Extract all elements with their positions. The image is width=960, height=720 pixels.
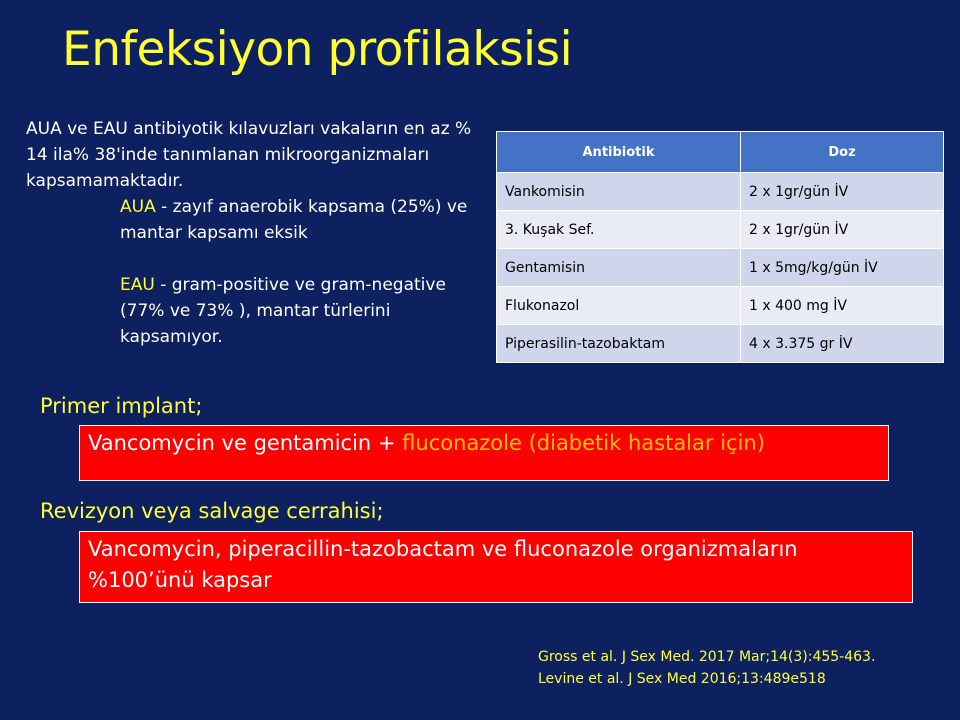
eau-label: EAU <box>120 275 155 295</box>
references <box>538 646 875 690</box>
eau-note <box>26 272 488 350</box>
aua-label: AUA <box>120 197 156 217</box>
cell-antibiotic: Gentamisin <box>497 249 741 287</box>
primary-implant-heading: Primer implant; <box>40 394 203 418</box>
table-header-row <box>497 132 944 173</box>
cell-dose: 2 x 1gr/gün İV <box>741 173 944 211</box>
cell-antibiotic: Piperasilin-tazobaktam <box>497 325 741 363</box>
table-row <box>497 173 944 211</box>
cell-antibiotic: 3. Kuşak Sef. <box>497 211 741 249</box>
cell-dose: 1 x 400 mg İV <box>741 287 944 325</box>
antibiotic-table <box>496 131 944 363</box>
primary-box-text: Vancomycin ve gentamicin + <box>88 431 403 455</box>
eau-text: - gram-positive ve gram-negative (77% ve 73% ), mantar türlerini kapsamıyor. <box>120 275 446 347</box>
slide-title: Enfeksiyon profilaksisi <box>62 22 573 77</box>
revision-heading: Revizyon veya salvage cerrahisi; <box>40 499 384 523</box>
intro-paragraph: AUA ve EAU antibiyotik kılavuzları vakaların en az % 14 ila% 38'inde tanımlanan mikroorganizmaları kapsamamaktadır. <box>26 119 472 191</box>
cell-dose: 2 x 1gr/gün İV <box>741 211 944 249</box>
aua-note <box>26 194 488 246</box>
cell-antibiotic: Flukonazol <box>497 287 741 325</box>
table-row <box>497 325 944 363</box>
header-antibiotic: Antibiotik <box>497 132 741 173</box>
primary-box-highlight: fluconazole (diabetik hastalar için) <box>402 431 765 455</box>
intro-text <box>26 116 488 350</box>
primary-implant-box <box>79 425 889 481</box>
cell-dose: 4 x 3.375 gr İV <box>741 325 944 363</box>
revision-box: Vancomycin, piperacillin-tazobactam ve fluconazole organizmaların %100’ünü kapsar <box>79 531 913 603</box>
table-row <box>497 211 944 249</box>
reference-item: Gross et al. J Sex Med. 2017 Mar;14(3):455-463. <box>538 649 876 665</box>
table-row <box>497 287 944 325</box>
cell-antibiotic: Vankomisin <box>497 173 741 211</box>
table-row <box>497 249 944 287</box>
reference-item: Levine et al. J Sex Med 2016;13:489e518 <box>538 671 826 687</box>
header-dose: Doz <box>741 132 944 173</box>
cell-dose: 1 x 5mg/kg/gün İV <box>741 249 944 287</box>
aua-text: - zayıf anaerobik kapsama (25%) ve mantar kapsamı eksik <box>120 197 468 243</box>
